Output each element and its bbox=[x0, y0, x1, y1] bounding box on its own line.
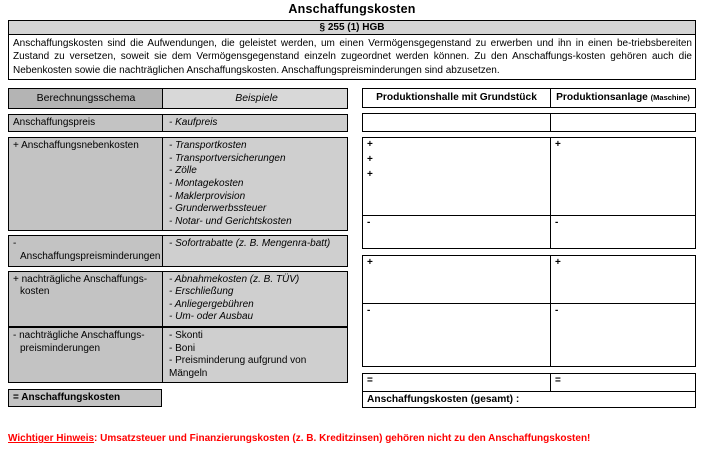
worksheet-row-reductions bbox=[363, 215, 695, 248]
scheme-header-row bbox=[8, 88, 348, 109]
entry-line bbox=[555, 115, 692, 130]
worksheet-header-row bbox=[362, 88, 696, 108]
law-text: Anschaffungskosten sind die Aufwendungen, die geleistet werden, um einen Vermögensgegenstand zu erwerben und ihn in einen be-triebsbereiten Zustand zu versetzen, soweit sie dem Vermögensgegenstand einzeln zugeordnet werden können. Zu den Anschaffungs-kosten gehören auch die Nebenkosten sowie die nachträglichen Anschaffungskosten. Anschaffungspreisminderungen sind abzusetzen. bbox=[9, 35, 695, 79]
sign-marker: - bbox=[367, 217, 371, 228]
scheme-label-text: - nachträgliche Anschaffungs-preisminderungen bbox=[13, 329, 145, 354]
scheme-row-label bbox=[9, 328, 163, 382]
example-item: - Kaufpreis bbox=[169, 116, 218, 128]
example-item: - Zölle bbox=[169, 165, 197, 177]
worksheet-cell-subsequent-costs-hall[interactable] bbox=[363, 256, 551, 303]
worksheet-row-price bbox=[363, 114, 695, 131]
entry-line bbox=[555, 154, 692, 169]
entry-line bbox=[555, 287, 692, 302]
sign-marker: + bbox=[367, 257, 373, 268]
example-item: - Erschließung bbox=[169, 286, 234, 298]
example-item: - Maklerprovision bbox=[169, 190, 246, 202]
entry-line bbox=[555, 184, 692, 199]
example-item: - Sofortrabatte (z. B. Mengenra-batt) bbox=[169, 238, 331, 250]
example-item: - Transportversicherungen bbox=[169, 152, 286, 164]
worksheet-cell-price-hall[interactable] bbox=[363, 114, 551, 131]
worksheet-group-a bbox=[362, 137, 696, 249]
example-item: - Notar- und Gerichtskosten bbox=[169, 215, 292, 227]
worksheet-cell-reductions-machine[interactable] bbox=[551, 216, 695, 248]
entry-line bbox=[367, 272, 547, 287]
sign-marker: + bbox=[367, 169, 373, 180]
sign-marker: + bbox=[367, 154, 373, 165]
entry-line bbox=[367, 184, 547, 199]
entry-line bbox=[367, 287, 547, 302]
worksheet-price-group bbox=[362, 113, 696, 132]
example-item: - Transportkosten bbox=[169, 140, 247, 152]
worksheet-header-col2-sub: (Maschine) bbox=[650, 93, 690, 102]
scheme-row-incidental-costs bbox=[8, 137, 348, 231]
scheme-total-label: = Anschaffungskosten bbox=[8, 389, 162, 407]
example-item: - Skonti bbox=[169, 329, 203, 341]
scheme-row-price-reductions bbox=[8, 235, 348, 266]
law-reference-box bbox=[8, 20, 696, 80]
worksheet-total-label: Anschaffungskosten (gesamt) : bbox=[363, 391, 695, 407]
example-item: - Abnahmekosten (z. B. TÜV) bbox=[169, 273, 300, 285]
entry-line bbox=[555, 320, 692, 335]
worksheet-header-col2-main: Produktionsanlage bbox=[556, 92, 648, 103]
sign-marker: + bbox=[555, 139, 561, 150]
scheme-row-subsequent-costs bbox=[8, 271, 348, 327]
scheme-row-purchase-price bbox=[8, 114, 348, 133]
scheme-label-text: Anschaffungspreis bbox=[13, 116, 96, 128]
sign-marker: = bbox=[367, 375, 373, 386]
worksheet-cell-result-hall[interactable] bbox=[363, 374, 551, 391]
scheme-label-text: + nachträgliche Anschaffungs-kosten bbox=[13, 273, 148, 298]
entry-line bbox=[555, 335, 692, 350]
entry-line bbox=[555, 169, 692, 184]
example-item: - Preisminderung aufgrund von Mängeln bbox=[169, 355, 310, 379]
scheme-label-text: + Anschaffungsnebenkosten bbox=[13, 140, 139, 152]
worksheet-cell-incidental-hall[interactable] bbox=[363, 138, 551, 215]
scheme-row-label bbox=[9, 272, 163, 326]
example-item: - Boni bbox=[169, 342, 196, 354]
sign-marker: - bbox=[367, 305, 371, 316]
sign-marker: - bbox=[555, 217, 559, 228]
scheme-row-examples bbox=[163, 236, 347, 265]
important-notice-lead: Wichtiger Hinweis bbox=[8, 433, 95, 444]
entry-line bbox=[555, 232, 692, 247]
entry-line bbox=[367, 320, 547, 335]
worksheet-cell-subsequent-costs-machine[interactable] bbox=[551, 256, 695, 303]
worksheet-row-subsequent-reductions bbox=[363, 303, 695, 366]
sign-marker: = bbox=[555, 375, 561, 386]
scheme-row-label bbox=[9, 115, 163, 132]
law-heading: § 255 (1) HGB bbox=[9, 21, 695, 35]
worksheet-cell-result-machine[interactable] bbox=[551, 374, 695, 391]
worksheet-row-incidental bbox=[363, 138, 695, 215]
example-item: - Anliegergebühren bbox=[169, 298, 254, 310]
scheme-row-examples bbox=[163, 272, 347, 326]
sign-marker: + bbox=[555, 257, 561, 268]
worksheet-header-col1: Produktionshalle mit Grundstück bbox=[363, 89, 551, 107]
worksheet-cell-subsequent-reductions-machine[interactable] bbox=[551, 304, 695, 366]
entry-line bbox=[367, 232, 547, 247]
worksheet-table bbox=[362, 88, 696, 408]
important-notice-text: : Umsatzsteuer und Finanzierungskosten (z. B. Kreditzinsen) gehören nicht zu den Anschaffungskosten! bbox=[94, 433, 591, 444]
sign-marker: - bbox=[555, 305, 559, 316]
worksheet-group-b bbox=[362, 255, 696, 367]
scheme-row-examples bbox=[163, 328, 347, 382]
entry-line bbox=[555, 199, 692, 214]
worksheet-cell-incidental-machine[interactable] bbox=[551, 138, 695, 215]
example-item: - Um- oder Ausbau bbox=[169, 311, 254, 323]
entry-line bbox=[367, 335, 547, 350]
worksheet-row-result bbox=[363, 374, 695, 391]
scheme-label-text: - Anschaffungspreisminderungen bbox=[13, 238, 161, 262]
worksheet-result-group bbox=[362, 373, 696, 408]
worksheet-cell-reductions-hall[interactable] bbox=[363, 216, 551, 248]
scheme-header-col1: Berechnungsschema bbox=[9, 89, 163, 108]
scheme-row-examples bbox=[163, 115, 347, 132]
scheme-row-subsequent-reductions bbox=[8, 327, 348, 383]
scheme-row-label bbox=[9, 236, 163, 265]
worksheet-cell-price-machine[interactable] bbox=[551, 114, 695, 131]
worksheet-row-subsequent-costs bbox=[363, 256, 695, 303]
worksheet-cell-subsequent-reductions-hall[interactable] bbox=[363, 304, 551, 366]
sign-marker: + bbox=[367, 139, 373, 150]
scheme-header-col2: Beispiele bbox=[163, 89, 347, 108]
example-item: - Grunderwerbssteuer bbox=[169, 203, 267, 215]
scheme-row-examples bbox=[163, 138, 347, 230]
entry-line bbox=[555, 272, 692, 287]
calculation-scheme-table bbox=[8, 88, 348, 407]
important-notice bbox=[8, 432, 590, 445]
entry-line bbox=[367, 199, 547, 214]
entry-line bbox=[367, 350, 547, 365]
example-item: - Montagekosten bbox=[169, 177, 244, 189]
page-title: Anschaffungskosten bbox=[288, 2, 416, 16]
worksheet-header-col2 bbox=[551, 89, 695, 107]
scheme-row-label bbox=[9, 138, 163, 230]
entry-line bbox=[367, 115, 547, 130]
entry-line bbox=[555, 350, 692, 365]
